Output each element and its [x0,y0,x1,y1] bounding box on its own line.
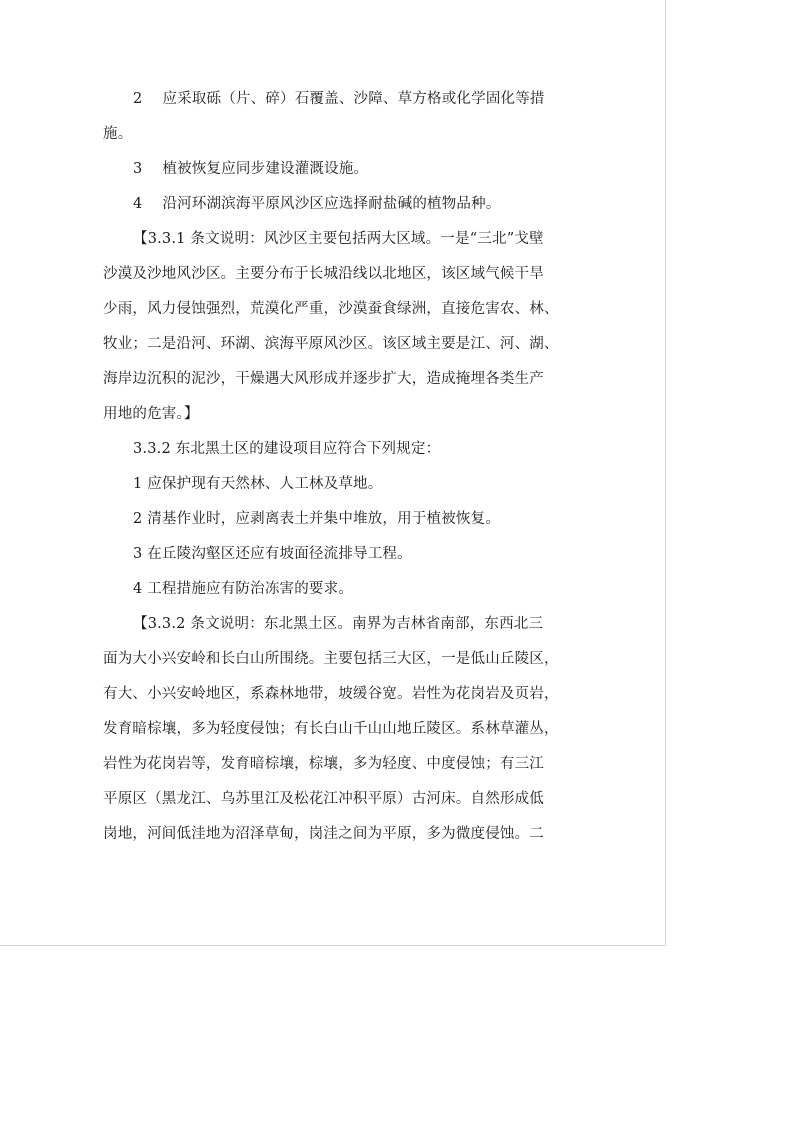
item-number: 4 [133,196,143,212]
note-line: 用地的危害。】 [103,406,199,422]
note-line: 【3.3.1 条文说明：风沙区主要包括两大区域。一是“三北”戈壁 [133,231,544,247]
list-item: 1 应保护现有天然林、人工林及草地。 [133,476,383,492]
item-number: 2 [133,91,143,107]
note-line: 发育暗棕壤，多为轻度侵蚀；有长白山千山山地丘陵区。系林草灌丛， [103,721,559,737]
item-number: 3 [133,161,143,177]
list-item: 2 清基作业时，应剥离表土并集中堆放，用于植被恢复。 [133,511,501,527]
note-line: 岩性为花岗岩等，发育暗棕壤，棕壤，多为轻度、中度侵蚀；有三江 [103,756,544,772]
note-line: 岗地，河间低洼地为沼泽草甸，岗洼之间为平原，多为微度侵蚀。二 [103,826,544,842]
item-text: 沿河环湖滨海平原风沙区应选择耐盐碱的植物品种。 [162,196,501,212]
list-item: 3 在丘陵沟壑区还应有坡面径流排导工程。 [133,546,412,562]
item-text: 施。 [103,126,133,142]
list-item [133,194,501,214]
note-line: 沙漠及沙地风沙区。主要分布于长城沿线以北地区，该区域气候干旱 [103,266,544,282]
item-text: 植被恢复应同步建设灌溉设施。 [162,161,369,177]
list-item-continuation [103,124,132,144]
list-item: 4 工程措施应有防治冻害的要求。 [133,581,354,597]
note-line: 海岸边沉积的泥沙，干燥遇大风形成并逐步扩大，造成掩埋各类生产 [103,371,544,387]
item-text: 应采取砾（片、碎）石覆盖、沙障、草方格或化学固化等措 [162,91,545,107]
list-item [133,89,545,109]
note-line: 有大、小兴安岭地区，系森林地带，坡缓谷宽。岩性为花岗岩及页岩， [103,686,559,702]
clause-heading: 3.3.2 东北黑土区的建设项目应符合下列规定： [133,441,441,457]
list-item [133,159,368,179]
note-line: 【3.3.2 条文说明：东北黑土区。南界为吉林省南部，东西北三 [133,616,544,632]
note-line: 牧业；二是沿河、环湖、滨海平原风沙区。该区域主要是江、河、湖、 [103,336,559,352]
note-line: 平原区（黑龙江、乌苏里江及松花江冲积平原）古河床。自然形成低 [103,791,544,807]
note-line: 面为大小兴安岭和长白山所围绕。主要包括三大区，一是低山丘陵区， [103,651,559,667]
note-line: 少雨，风力侵蚀强烈，荒漠化严重，沙漠蚕食绿洲，直接危害农、林、 [103,301,559,317]
